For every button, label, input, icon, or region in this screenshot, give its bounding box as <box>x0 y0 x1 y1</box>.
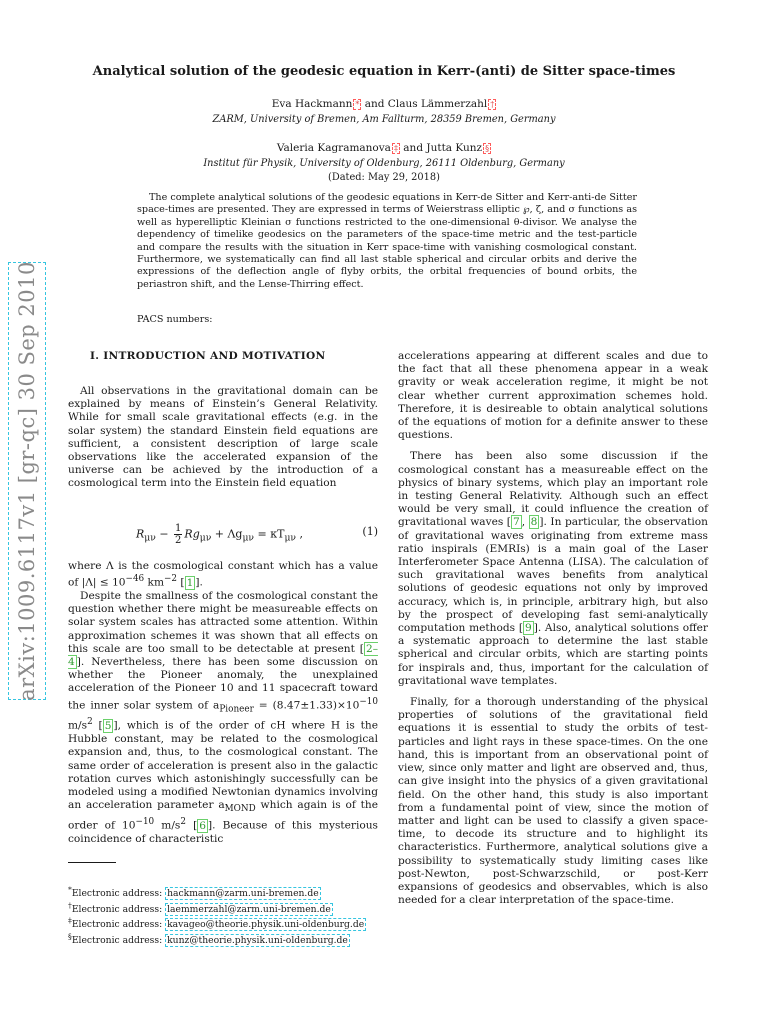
eq-fraction <box>174 523 182 546</box>
eq-sub: μν <box>242 532 255 544</box>
author-name: and Jutta Kunz <box>403 142 483 154</box>
paper-title: Analytical solution of the geodesic equation in Kerr-(anti) de Sitter space-times <box>92 64 676 79</box>
footnote: *Electronic address: hackmann@zarm.uni-bremen.de <box>68 885 319 900</box>
author-name: Eva Hackmann <box>271 98 353 110</box>
equation-number: (1) <box>362 525 378 538</box>
citation-link[interactable]: 5 <box>104 719 112 732</box>
footnotes <box>68 884 366 947</box>
footnote: ‡Electronic address: kavageo@theorie.physik.uni-oldenburg.de <box>68 916 365 931</box>
eq-sub: μν <box>284 532 296 544</box>
section-heading: I. INTRODUCTION AND MOTIVATION <box>90 350 326 362</box>
paragraph: accelerations appearing at different scales and due to the fact that all these phenomena appear in a weak gravity or weak acceleration regime, it might be not clear whether current approximation schemes hold. Therefore, it is desireable to obtain analytical solutions of the equations of motion for a definite answer to these questions. <box>398 350 708 442</box>
paragraph: Finally, for a thorough understanding of the physical properties of solutions of the gravitational field equations it is essential to study the orbits of test-particles and light rays in these space-times. On the one hand, this is important from an observational point of view, since only matter and light are observed and, thus, can give insight into the physics of a given gravitational field. On the other hand, this study is also important from a fundamental point of view, since the motion of matter and light can be used to classify a given space-time, to decode its structure and to highlight its characteristics. Furthermore, analytical solutions give a possibility to systematically study limiting cases like post-Newton, post-Schwarzschild, or post-Kerr expansions of geodesics and observables, which is also needed for a clear interpretation of the space-time. <box>398 696 708 907</box>
dated-line: (Dated: May 29, 2018) <box>328 172 440 183</box>
equation-body <box>136 523 303 546</box>
equation-1 <box>68 515 378 551</box>
eq-op: = κT <box>254 527 285 541</box>
citation-link[interactable]: 8 <box>530 516 538 529</box>
eq-den: 2 <box>175 535 182 546</box>
abstract: The complete analytical solutions of the geodesic equations in Kerr-de Sitter and Kerr-anti-de Sitter space-times are presented. They are expressed in terms of Weierstrass elliptic ℘, ζ, and σ functions as well as hyperelliptic Kleinian σ functions restricted to the one-dimensional θ-divisor. We analyse the dependency of timelike geodesics on the parameters of the space-time metric and the test-particle and compare the results with the situation in Kerr space-time with vanishing cosmological constant. Furthermore, we systematically can find all last stable spherical and circular orbits and derive the expressions of the deflection angle of flyby orbits, the orbital frequencies of bound orbits, the periastron shift, and the Lense-Thirring effect. <box>137 192 637 290</box>
citation-link[interactable]: 2–4 <box>68 642 378 668</box>
citation-link[interactable]: 1 <box>186 576 194 589</box>
citation-link[interactable]: 9 <box>524 622 532 635</box>
footnote: §Electronic address: kunz@theorie.physik.uni-oldenburg.de <box>68 931 348 947</box>
eq-symbol: Rg <box>184 527 200 541</box>
email-link[interactable]: laemmerzahl@zarm.uni-bremen.de <box>167 903 331 915</box>
email-link[interactable]: hackmann@zarm.uni-bremen.de <box>167 888 319 900</box>
footnote-ref[interactable]: § <box>485 144 490 153</box>
eq-symbol: R <box>136 527 145 541</box>
eq-num: 1 <box>175 523 182 534</box>
arxiv-identifier[interactable] <box>8 262 46 700</box>
email-link[interactable]: kavageo@theorie.physik.uni-oldenburg.de <box>167 919 365 931</box>
paragraph: Despite the smallness of the cosmological constant the question whether there might be measureable effects on solar system scales has attracted some attention. Within approximation schemes it was shown that all effects on this scale are too small to be detectable at present [ 2–4 ]. Nevertheless, there has been some discussion on whether the Pioneer anomaly, the unexplained acceleration of the Pioneer 10 and 11 spacecraft toward the inner solar system of $a_{Pioneer} = (8.47\pm 1.33)\times 10^{-10}$ $m/s^2$ [ 5 ], which is of the order of cH where H is the Hubble constant, may be related to the cosmological expansion and, thus, to the cosmological constant. The same order of acceleration is present also in the galactic rotation curves which astonishingly successfully can be modeled using a modified Newtonian dynamics involving an acceleration parameter $a_{MOND}$ which again is of the order of $10^{-10}$ $m/s^2$ [ 6 ]. Because of this mysterious coincidence of characteristic <box>68 589 378 846</box>
paragraph: There has been also some discussion if the cosmological constant has a measureable effect on the physics of binary systems, which play an important role in testing General Relativity. Although such an effect would be very small, it could influence the creation of gravitational waves [ 7 , 8 ]. In particular, the observation of gravitational waves originating from extreme mass ratio inspirals (EMRIs) is a main goal of the Laser Interferometer Space Antenna (LISA). The calculation of such gravitational waves benefits from analytical solutions of geodesic equations not only by improved accuracy, which is, in principle, arbitrary high, but also by the prospect of developing fast semi-analytically computation methods [ 9 ]. Also, analytical solutions offer a systematic approach to determine the last stable spherical and circular orbits, which are starting points for inspirals and, thus, important for the calculation of gravitational wave templates. <box>398 450 708 687</box>
eq-op: + Λg <box>211 527 243 541</box>
author-line-1 <box>0 98 768 110</box>
footnote-ref[interactable]: * <box>355 100 360 109</box>
citation-link[interactable]: 6 <box>199 820 206 832</box>
left-column-top <box>68 385 378 491</box>
arxiv-identifier-text: arXiv:1009.6117v1 [gr-qc] 30 Sep 2010 <box>15 261 39 701</box>
author-line-2 <box>0 142 768 154</box>
footnote: †Electronic address: laemmerzahl@zarm.uni-bremen.de <box>68 900 331 915</box>
footnote-ref[interactable]: † <box>490 100 495 109</box>
eq-op: , <box>295 527 303 541</box>
left-column-bottom <box>68 560 378 846</box>
right-column <box>398 350 708 907</box>
paragraph: All observations in the gravitational domain can be explained by means of Einstein’s General Relativity. While for small scale gravitational effects (e.g. in the solar system) the standard Einstein field equations are sufficient, a consistent description of large scale observations like the accelerated expansion of the universe can be achieved by the introduction of a cosmological term into the Einstein field equation <box>68 385 378 490</box>
eq-op: − <box>155 527 173 541</box>
author-name: Valeria Kagramanova <box>276 142 391 154</box>
email-link[interactable]: kunz@theorie.physik.uni-oldenburg.de <box>167 935 348 947</box>
citation-link[interactable]: 7 <box>512 516 520 529</box>
affiliation-2: Institut für Physik, University of Oldenburg, 26111 Oldenburg, Germany <box>203 158 565 169</box>
affiliation-1: ZARM, University of Bremen, Am Fallturm, 28359 Bremen, Germany <box>212 114 556 125</box>
paragraph: where Λ is the cosmological constant which has a value of $|\Lambda| \le 10^{-46}$ $km^{-2}$ [ 1 ]. <box>68 560 378 589</box>
eq-sub: μν <box>199 532 212 544</box>
author-name: and Claus Lämmerzahl <box>364 98 488 110</box>
footnote-ref[interactable]: ‡ <box>393 144 398 153</box>
footnote-rule <box>68 862 116 863</box>
pacs-numbers: PACS numbers: <box>137 314 213 325</box>
eq-sub: μν <box>144 532 156 544</box>
